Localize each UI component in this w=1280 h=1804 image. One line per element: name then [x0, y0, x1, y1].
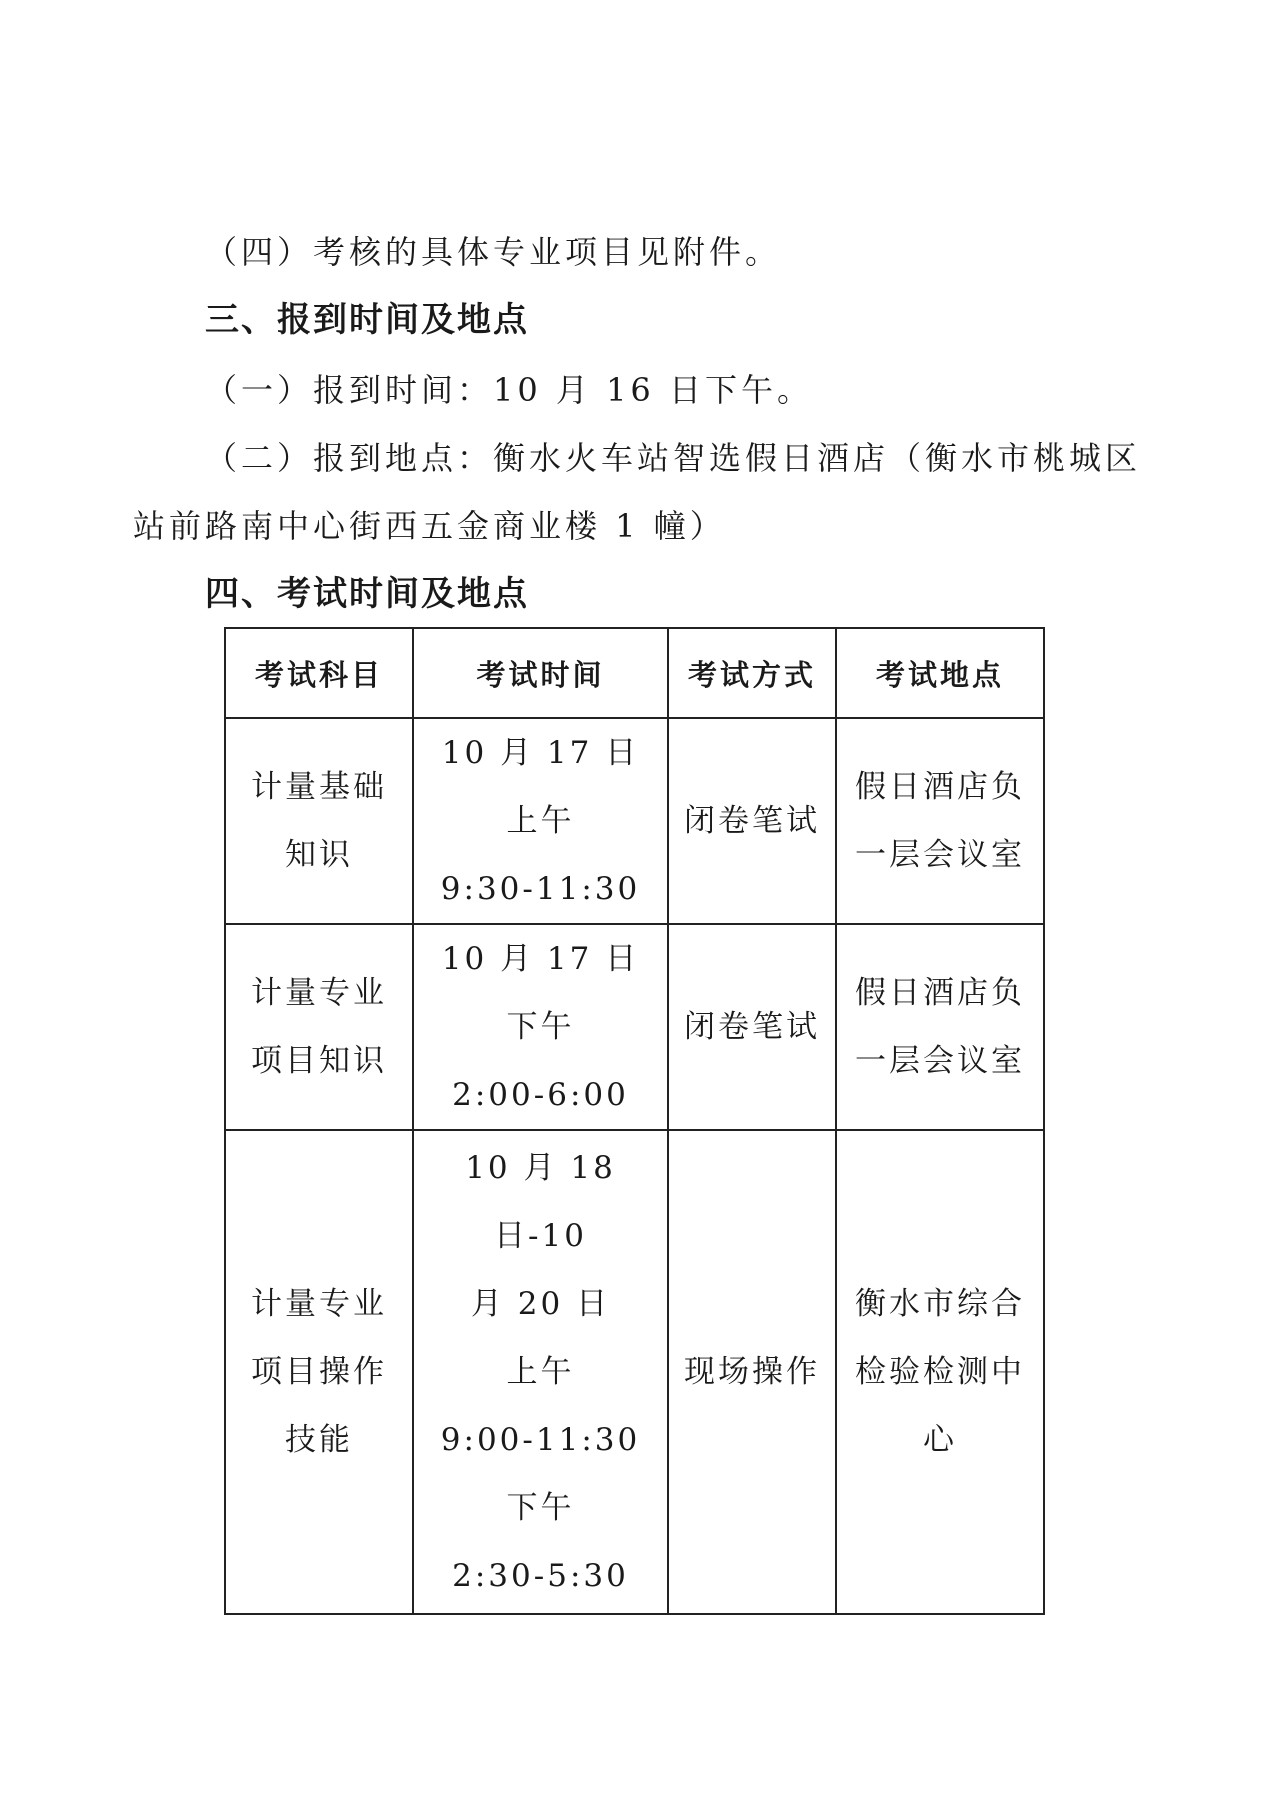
cell-time [413, 924, 668, 1130]
cell-line: 假日酒店负 [855, 769, 1025, 805]
header-time: 考试时间 [413, 628, 668, 718]
table-row [225, 1130, 1044, 1614]
cell-method [668, 1130, 836, 1614]
cell-line: 现场操作 [684, 1354, 820, 1390]
cell-line: 计量专业 [251, 1286, 387, 1322]
cell-line: 2:00-6:00 [452, 1077, 629, 1113]
cell-line: 项目知识 [251, 1043, 387, 1079]
report-place-line-2: 站前路南中心街西五金商业楼 1 幢） [133, 507, 726, 545]
cell-line: 衡水市综合 [855, 1286, 1025, 1322]
cell-line: 10 月 18 日-10 [465, 1150, 616, 1254]
cell-line: 项目操作 [251, 1354, 387, 1390]
cell-line: 一层会议室 [855, 837, 1025, 873]
cell-line: 10 月 17 日 [441, 941, 640, 977]
cell-line: 技能 [285, 1422, 353, 1458]
cell-line: 计量基础 [251, 769, 387, 805]
cell-time [413, 1130, 668, 1614]
cell-subject [225, 718, 413, 924]
cell-line: 下午 [506, 1009, 575, 1045]
cell-line: 闭卷笔试 [684, 803, 820, 839]
cell-method [668, 718, 836, 924]
header-method: 考试方式 [668, 628, 836, 718]
table-header-row [225, 628, 1044, 718]
cell-location [836, 924, 1044, 1130]
cell-line: 下午 [506, 1490, 575, 1526]
section-4-heading: 四、考试时间及地点 [205, 574, 529, 614]
cell-line: 计量专业 [251, 975, 387, 1011]
cell-time [413, 718, 668, 924]
section-3-heading: 三、报到时间及地点 [205, 300, 529, 340]
cell-location [836, 1130, 1044, 1614]
cell-line: 假日酒店负 [855, 975, 1025, 1011]
cell-line: 上午 [506, 803, 575, 839]
cell-line: 9:00-11:30 [440, 1422, 641, 1458]
report-time-text: （一）报到时间：10 月 16 日下午。 [205, 371, 813, 409]
cell-subject [225, 1130, 413, 1614]
table-row [225, 718, 1044, 924]
cell-line: 月 20 日 [470, 1286, 611, 1322]
table-row [225, 924, 1044, 1130]
exam-schedule-table [224, 627, 1045, 1615]
cell-line: 2:30-5:30 [452, 1558, 629, 1594]
cell-line: 10 月 17 日 [441, 735, 640, 771]
cell-subject [225, 924, 413, 1130]
cell-method [668, 924, 836, 1130]
header-location: 考试地点 [836, 628, 1044, 718]
item-4-text: （四）考核的具体专业项目见附件。 [205, 233, 782, 271]
cell-line: 知识 [285, 837, 353, 873]
report-place-line-1: （二）报到地点：衡水火车站智选假日酒店（衡水市桃城区 [205, 439, 1142, 477]
header-subject: 考试科目 [225, 628, 413, 718]
cell-line: 上午 [506, 1354, 575, 1390]
cell-line: 一层会议室 [855, 1043, 1025, 1079]
cell-line: 心 [923, 1422, 957, 1458]
cell-line: 9:30-11:30 [440, 871, 641, 907]
cell-location [836, 718, 1044, 924]
cell-line: 检验检测中 [855, 1354, 1025, 1390]
cell-line: 闭卷笔试 [684, 1009, 820, 1045]
